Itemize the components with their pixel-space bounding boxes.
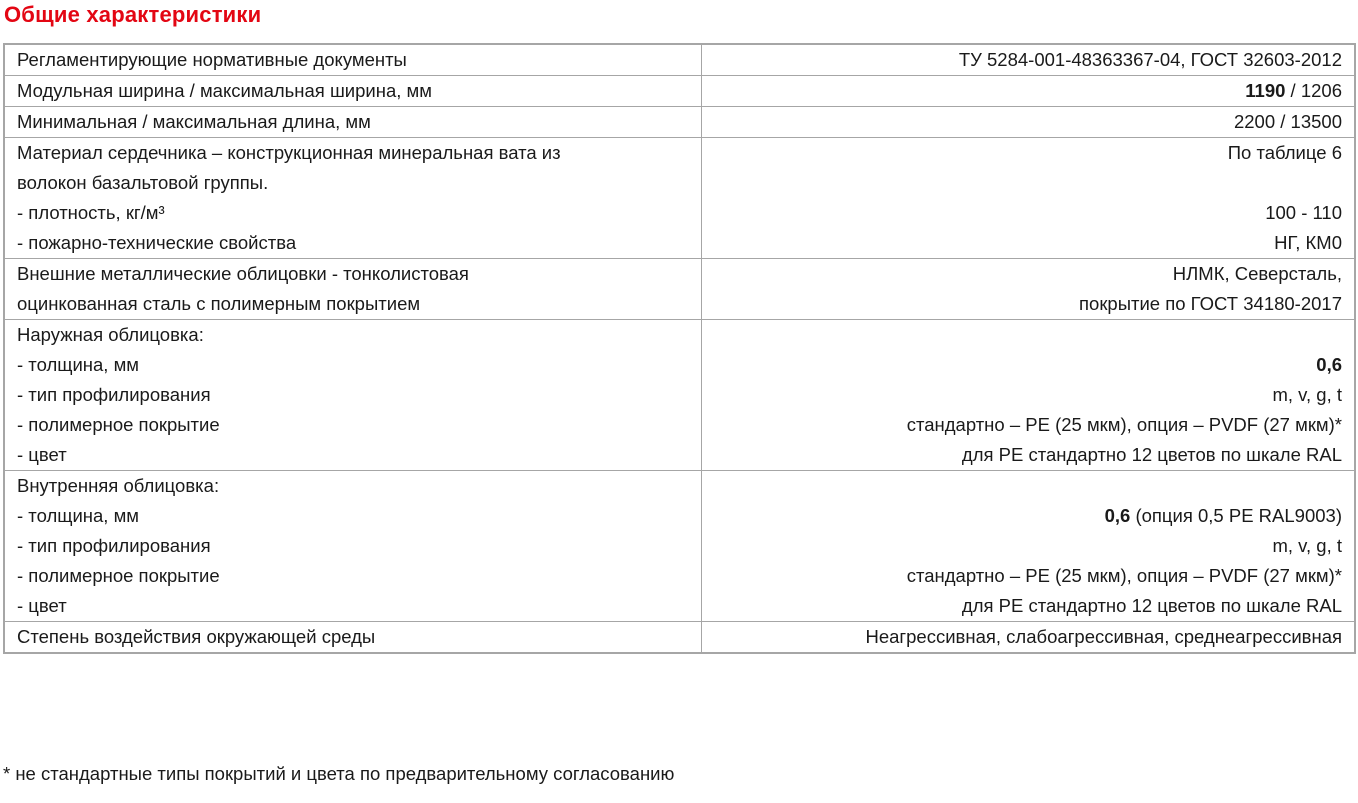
spec-label: - толщина, мм [17,505,140,526]
spec-label-cell [4,622,702,654]
spec-label: - полимерное покрытие [17,414,220,435]
spec-label: Степень воздействия окружающей среды [17,626,376,647]
spec-value-bold: 0,6 [1316,354,1342,375]
spec-value: m, v, g, t [1272,535,1342,556]
spec-label-cell [4,76,702,107]
table-row [4,471,1355,622]
spec-label-cell [4,138,702,259]
spec-label: оцинкованная сталь с полимерным покрытием [17,293,421,314]
spec-label: - толщина, мм [17,354,140,375]
spec-label: Регламентирующие нормативные документы [17,49,407,70]
spec-value-cell [702,138,1356,259]
table-row [4,320,1355,471]
spec-label: - плотность, кг/м³ [17,202,165,223]
spec-value-cell [702,107,1356,138]
table-row [4,622,1355,654]
spec-label-cell [4,107,702,138]
spec-value: ТУ 5284-001-48363367-04, ГОСТ 32603-2012 [958,49,1342,70]
spec-value-cell [702,471,1356,622]
spec-value: По таблице 6 [1227,142,1342,163]
spec-value-bold: 1190 [1245,80,1286,101]
spec-value-cell [702,44,1356,76]
spec-value: покрытие по ГОСТ 34180-2017 [1079,293,1342,314]
spec-value-cell [702,259,1356,320]
spec-label-cell [4,44,702,76]
spec-value [714,320,1342,350]
table-row [4,259,1355,320]
table-row [4,44,1355,76]
spec-value: m, v, g, t [1272,384,1342,405]
spec-value-cell [702,320,1356,471]
spec-value-bold: 0,6 [1104,505,1131,526]
table-row [4,107,1355,138]
spec-label: - тип профилирования [17,384,211,405]
spec-value: для PE стандартно 12 цветов по шкале RAL [961,595,1342,616]
spec-value [714,168,1342,198]
spec-label: - тип профилирования [17,535,211,556]
spec-label: - полимерное покрытие [17,565,220,586]
spec-value: 100 - 110 [1265,202,1342,223]
spec-value-rest: / 1206 [1285,80,1342,101]
spec-value: стандартно – PE (25 мкм), опция – PVDF (27 мкм)* [906,565,1342,586]
specifications-table [3,43,1356,654]
spec-label: Внешние металлические облицовки - тонколистовая [17,263,469,284]
spec-label-cell [4,471,702,622]
spec-value: стандартно – PE (25 мкм), опция – PVDF (27 мкм)* [906,414,1342,435]
spec-value-cell [702,622,1356,654]
spec-value: Неагрессивная, слабоагрессивная, среднеагрессивная [865,626,1342,647]
spec-label: Минимальная / максимальная длина, мм [17,111,371,132]
spec-value: для PE стандартно 12 цветов по шкале RAL [961,444,1342,465]
spec-label: - цвет [17,444,67,465]
spec-value [714,76,1342,106]
spec-value: НЛМК, Северсталь, [1172,263,1342,284]
spec-label-cell [4,259,702,320]
spec-label: - пожарно-технические свойства [17,232,297,253]
spec-value: НГ, КМ0 [1274,232,1342,253]
spec-value-cell [702,76,1356,107]
spec-label: Материал сердечника – конструкционная минеральная вата из [17,142,561,163]
spec-label: - цвет [17,595,67,616]
spec-label: Модульная ширина / максимальная ширина, мм [17,80,432,101]
spec-label: Наружная облицовка: [17,324,204,345]
footnote: * не стандартные типы покрытий и цвета по предварительному согласованию [3,763,675,784]
table-row [4,76,1355,107]
section-title: Общие характеристики [4,2,262,27]
spec-value-rest: (опция 0,5 PE RAL9003) [1130,505,1342,526]
spec-value: 2200 / 13500 [1233,111,1342,132]
spec-label-cell [4,320,702,471]
spec-value [714,501,1342,531]
spec-label: Внутренняя облицовка: [17,475,220,496]
table-row [4,138,1355,259]
spec-value [714,471,1342,501]
spec-label: волокон базальтовой группы. [17,172,269,193]
